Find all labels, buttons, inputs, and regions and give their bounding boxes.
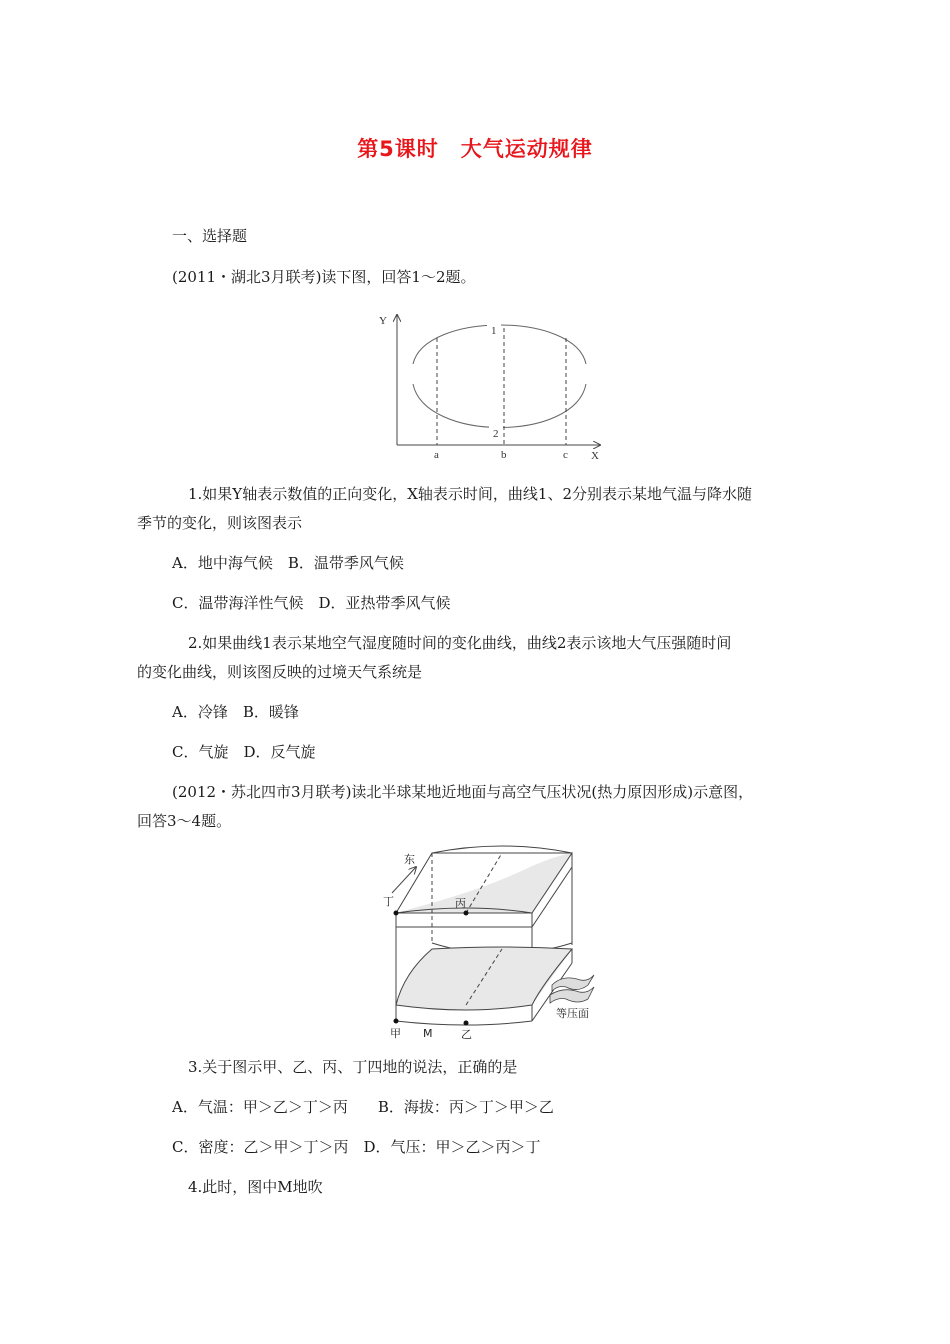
label-yi: 乙 — [461, 1028, 472, 1041]
page-title: 第5课时 大气运动规律 — [357, 137, 593, 161]
label-bing: 丙 — [455, 897, 466, 910]
label-jia: 甲 — [390, 1027, 401, 1040]
q1-options-ab: A．地中海气候 B．温带季风气候 — [172, 554, 404, 572]
point-ding — [394, 911, 399, 916]
q3-options-cd: C．密度：乙＞甲＞丁＞丙 D．气压：甲＞乙＞丙＞丁 — [172, 1138, 541, 1156]
legend-label: 等压面 — [556, 1007, 589, 1020]
legend-isobar-icon — [552, 975, 594, 991]
q34-intro-line2: 回答3～4题。 — [137, 812, 232, 830]
mark-b: b — [501, 449, 507, 461]
figure-1-graph — [375, 312, 605, 462]
q3-text: 3.关于图示甲、乙、丙、丁四地的说法，正确的是 — [188, 1058, 518, 1076]
q3-options-ab: A．气温：甲＞乙＞丁＞丙 B．海拔：丙＞丁＞甲＞乙 — [172, 1098, 554, 1116]
q2-options-cd: C．气旋 D．反气旋 — [172, 743, 316, 761]
question-intro: (2011・湖北3月联考)读下图，回答1～2题。 — [172, 268, 476, 286]
upper-isobaric-surface — [396, 853, 572, 913]
point-bing — [464, 911, 469, 916]
q2-text-line2: 的变化曲线，则该图反映的过境天气系统是 — [137, 663, 423, 681]
figure-2-pressure-diagram — [382, 845, 632, 1040]
q1-options-cd: C．温带海洋性气候 D．亚热带季风气候 — [172, 594, 451, 612]
section-heading: 一、选择题 — [172, 227, 248, 245]
mark-c: c — [563, 449, 568, 461]
q1-text-line1: 1.如果Y轴表示数值的正向变化，X轴表示时间，曲线1、2分别表示某地气温与降水随 — [188, 485, 752, 503]
point-jia — [394, 1019, 399, 1024]
curve-1-label: 1 — [491, 325, 497, 337]
curve-2-label: 2 — [493, 428, 499, 440]
east-label: 东 — [404, 853, 415, 866]
label-ding: 丁 — [383, 895, 394, 908]
curve-2 — [413, 384, 586, 428]
y-axis-label: Y — [379, 315, 387, 327]
east-arrow — [392, 867, 416, 893]
q1-text-line2: 季节的变化，则该图表示 — [137, 514, 303, 532]
q2-text-line1: 2.如果曲线1表示某地空气湿度随时间的变化曲线，曲线2表示该地大气压强随时间 — [188, 634, 732, 652]
mark-a: a — [434, 449, 439, 461]
q2-options-ab: A．冷锋 B．暖锋 — [172, 703, 299, 721]
label-m: M — [423, 1027, 433, 1040]
point-yi — [464, 1021, 469, 1026]
x-axis-label: X — [591, 450, 599, 462]
q34-intro-line1: (2012・苏北四市3月联考)读北半球某地近地面与高空气压状况(热力原因形成)示意图， — [172, 783, 754, 801]
q4-text: 4.此时，图中M地吹 — [188, 1178, 323, 1196]
